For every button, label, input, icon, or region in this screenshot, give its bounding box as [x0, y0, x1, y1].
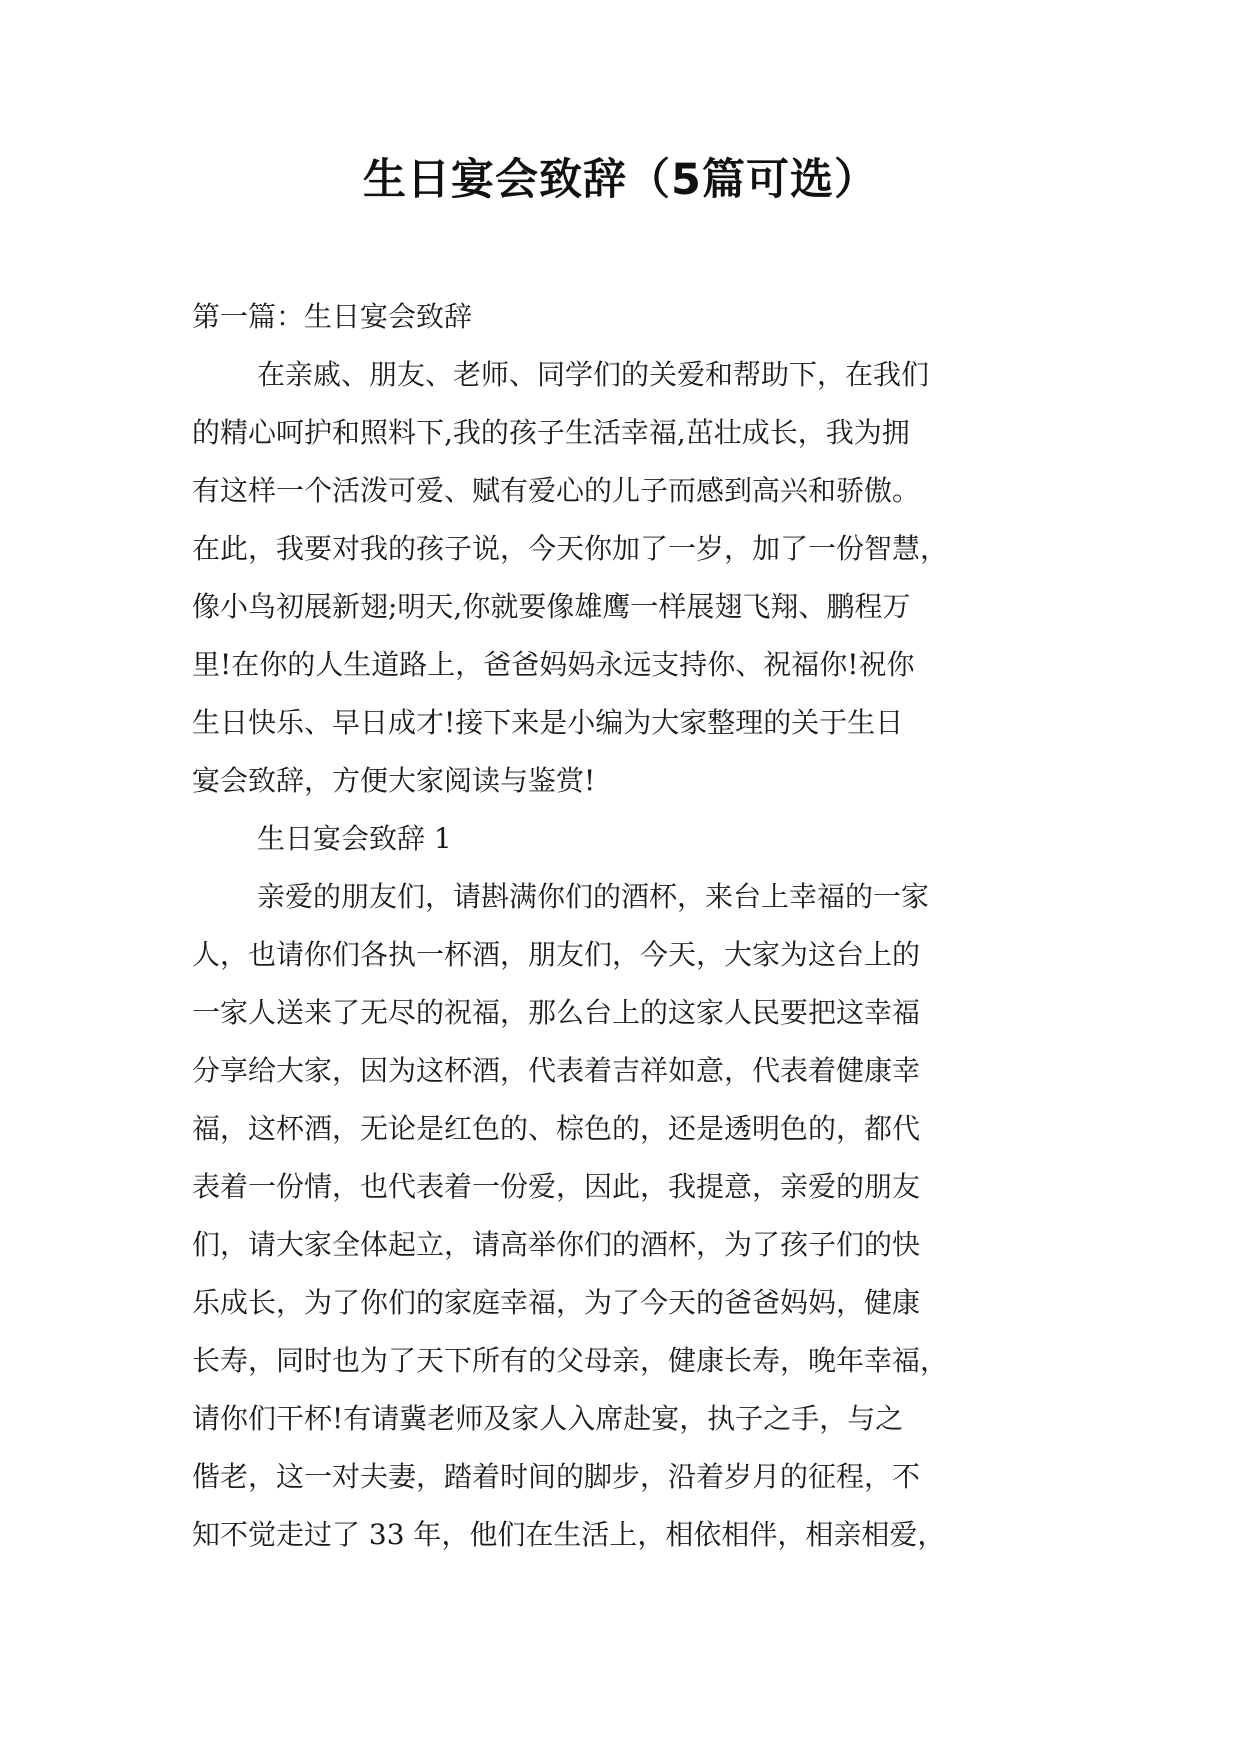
- paragraph-line: 在亲戚、朋友、老师、同学们的关爱和帮助下，在我们: [257, 358, 930, 391]
- paragraph-line: 偕老，这一对夫妻，踏着时间的脚步，沿着岁月的征程，不: [192, 1460, 921, 1493]
- paragraph-line: 一家人送来了无尽的祝福，那么台上的这家人民要把这幸福: [192, 996, 921, 1029]
- paragraph-line: 请你们干杯!有请冀老师及家人入席赴宴，执子之手，与之: [192, 1402, 904, 1435]
- paragraph-line: 宴会致辞，方便大家阅读与鉴赏!: [192, 764, 596, 797]
- paragraph-line: 生日快乐、早日成才!接下来是小编为大家整理的关于生日: [192, 706, 904, 739]
- paragraph-line: 有这样一个活泼可爱、赋有爱心的儿子而感到高兴和骄傲。: [192, 474, 921, 507]
- paragraph-line: 们，请大家全体起立，请高举你们的酒杯，为了孩子们的快: [192, 1228, 921, 1261]
- paragraph-line: 人，也请你们各执一杯酒，朋友们，今天，大家为这台上的: [192, 938, 921, 971]
- paragraph-line: 长寿，同时也为了天下所有的父母亲，健康长寿，晚年幸福，: [192, 1344, 949, 1377]
- document-body: [192, 288, 1072, 1564]
- document-title: 生日宴会致辞（5篇可选）: [363, 155, 878, 205]
- paragraph-line: 像小鸟初展新翅;明天,你就要像雄鹰一样展翅飞翔、鹏程万: [192, 590, 911, 623]
- paragraph-line: 在此，我要对我的孩子说，今天你加了一岁，加了一份智慧，: [192, 532, 949, 565]
- paragraph-line: 福，这杯酒，无论是红色的、棕色的，还是透明色的，都代: [192, 1112, 921, 1145]
- paragraph-line: 乐成长，为了你们的家庭幸福，为了今天的爸爸妈妈，健康: [192, 1286, 921, 1319]
- paragraph-line: 表着一份情，也代表着一份爱，因此，我提意，亲爱的朋友: [192, 1170, 921, 1203]
- paragraph-line: 知不觉走过了 33 年，他们在生活上，相依相伴，相亲相爱，: [192, 1518, 946, 1551]
- paragraph-line: 分享给大家，因为这杯酒，代表着吉祥如意，代表着健康幸: [192, 1054, 921, 1087]
- paragraph-line: 里!在你的人生道路上，爸爸妈妈永远支持你、祝福你!祝你: [192, 648, 915, 681]
- subsection-heading: 生日宴会致辞 1: [257, 822, 452, 855]
- paragraph-line: 的精心呵护和照料下,我的孩子生活幸福,茁壮成长，我为拥: [192, 416, 910, 449]
- paragraph-line: 亲爱的朋友们，请斟满你们的酒杯，来台上幸福的一家: [257, 880, 930, 913]
- section-heading: 第一篇：生日宴会致辞: [192, 300, 473, 333]
